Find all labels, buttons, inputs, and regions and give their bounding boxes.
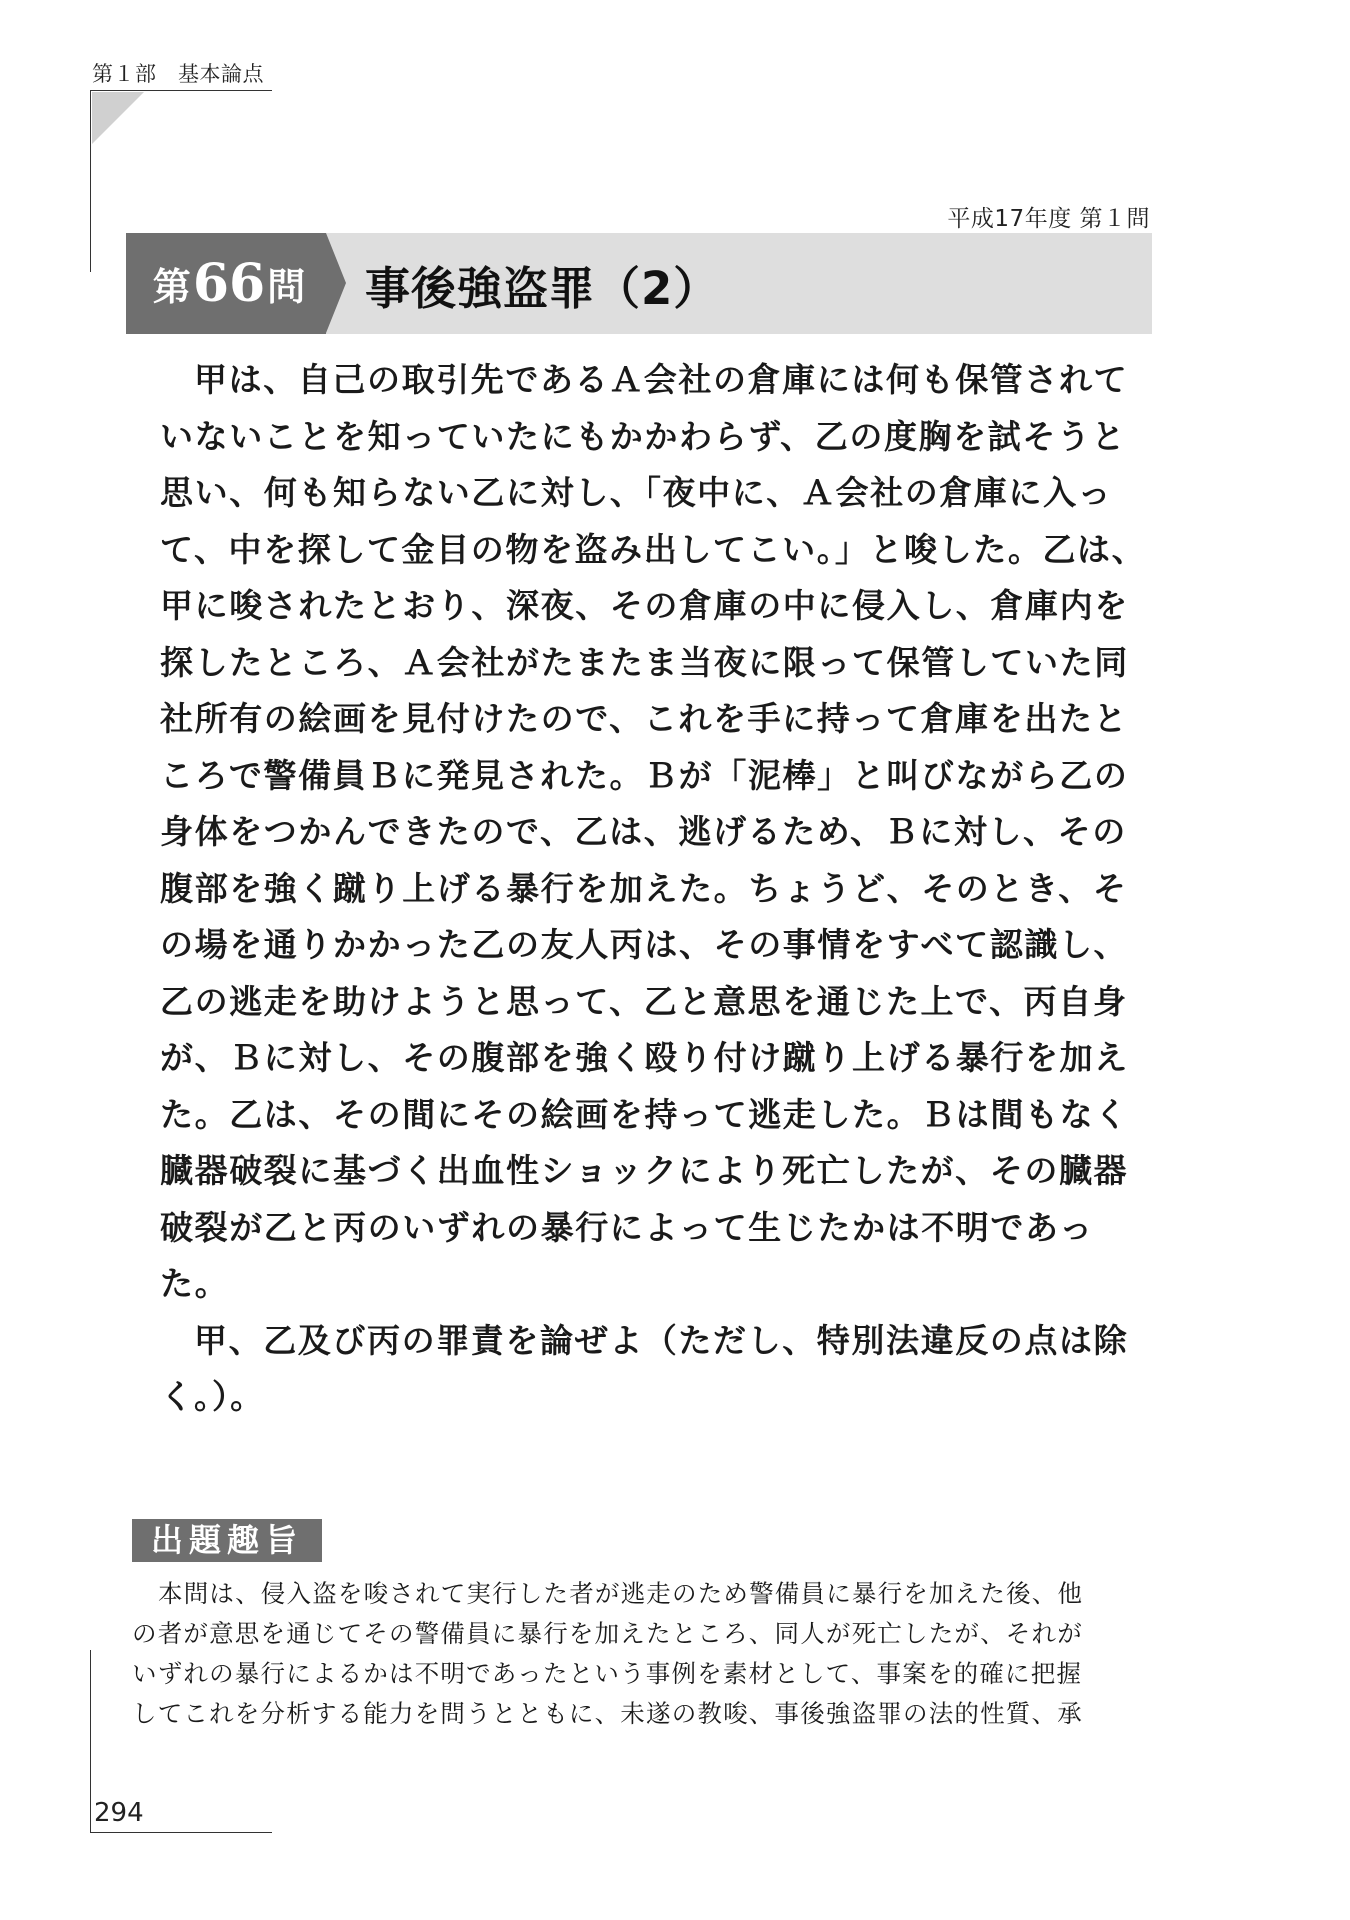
problem-line: ころで警備員Ｂに発見された。Ｂが「泥棒」と叫びながら乙の — [160, 755, 1129, 795]
purpose-line: してこれを分析する能力を問うとともに、未遂の教唆、事後強盗罪の法的性質、承 — [132, 1699, 1083, 1728]
left-margin-rule-top — [90, 90, 91, 272]
corner-decoration — [92, 92, 144, 144]
top-rule — [90, 90, 272, 91]
problem-line: 身体をつかんできたので、乙は、逃げるため、Ｂに対し、その — [160, 812, 1127, 851]
problem-line: 探したところ、Ａ会社がたまたま当夜に限って保管していた同 — [160, 642, 1129, 682]
problem-line: いないことを知っていたにもかかわらず、乙の度胸を試そうと — [160, 416, 1127, 456]
problem-line: 破裂が乙と丙のいずれの暴行によって生じたかは不明であっ — [160, 1207, 1094, 1247]
problem-line: 甲は、自己の取引先であるＡ会社の倉庫には何も保管されて — [194, 360, 1129, 399]
page-number: 294 — [94, 1798, 144, 1828]
problem-question-line: く。）。 — [160, 1377, 265, 1416]
problem-line: が、Ｂに対し、その腹部を強く殴り付け蹴り上げる暴行を加え — [160, 1038, 1129, 1077]
purpose-line: いずれの暴行によるかは不明であったという事例を素材として、事案を的確に把握 — [132, 1659, 1083, 1688]
bottom-rule — [90, 1832, 272, 1833]
purpose-line: 本問は、侵入盗を唆されて実行した者が逃走のため警備員に暴行を加えた後、他 — [158, 1579, 1084, 1608]
question-number: 66 — [192, 253, 266, 314]
question-title: 事後強盗罪（2） — [365, 262, 720, 315]
problem-line: た。 — [160, 1264, 230, 1303]
problem-line: 甲に唆されたとおり、深夜、その倉庫の中に侵入し、倉庫内を — [160, 586, 1129, 625]
purpose-line: の者が意思を通じてその警備員に暴行を加えたところ、同人が死亡したが、それが — [132, 1619, 1083, 1648]
question-label-prefix: 第 — [152, 264, 191, 309]
left-margin-rule-bottom — [90, 1650, 91, 1832]
problem-line: 乙の逃走を助けようと思って、乙と意思を通じた上で、丙自身 — [160, 981, 1128, 1021]
question-number-label — [126, 233, 326, 334]
problem-line: 思い、何も知らない乙に対し、「夜中に、Ａ会社の倉庫に入っ — [160, 473, 1113, 512]
problem-line: て、中を探して金目の物を盗み出してこい。」と唆した。乙は、 — [160, 529, 1147, 569]
label-arrow — [326, 233, 346, 333]
problem-line: 社所有の絵画を見付けたので、これを手に持って倉庫を出たと — [160, 699, 1129, 738]
question-label-suffix: 問 — [267, 264, 306, 309]
problem-line: た。乙は、その間にその絵画を持って逃走した。Ｂは間もなく — [160, 1094, 1129, 1134]
problem-line: の場を通りかかった乙の友人丙は、その事情をすべて認識し、 — [160, 925, 1129, 964]
problem-line: 臓器破裂に基づく出血性ショックにより死亡したが、その臓器 — [160, 1151, 1129, 1190]
running-head: 第１部 基本論点 — [92, 62, 264, 86]
purpose-heading: 出題趣旨 — [132, 1519, 322, 1562]
purpose-text — [132, 1574, 1152, 1734]
problem-question-line: 甲、乙及び丙の罪責を論ぜよ（ただし、特別法違反の点は除 — [194, 1320, 1129, 1360]
problem-text — [160, 352, 1147, 1426]
problem-line: 腹部を強く蹴り上げる暴行を加えた。ちょうど、そのとき、そ — [160, 868, 1128, 908]
exam-source: 平成17年度 第１問 — [947, 206, 1150, 232]
